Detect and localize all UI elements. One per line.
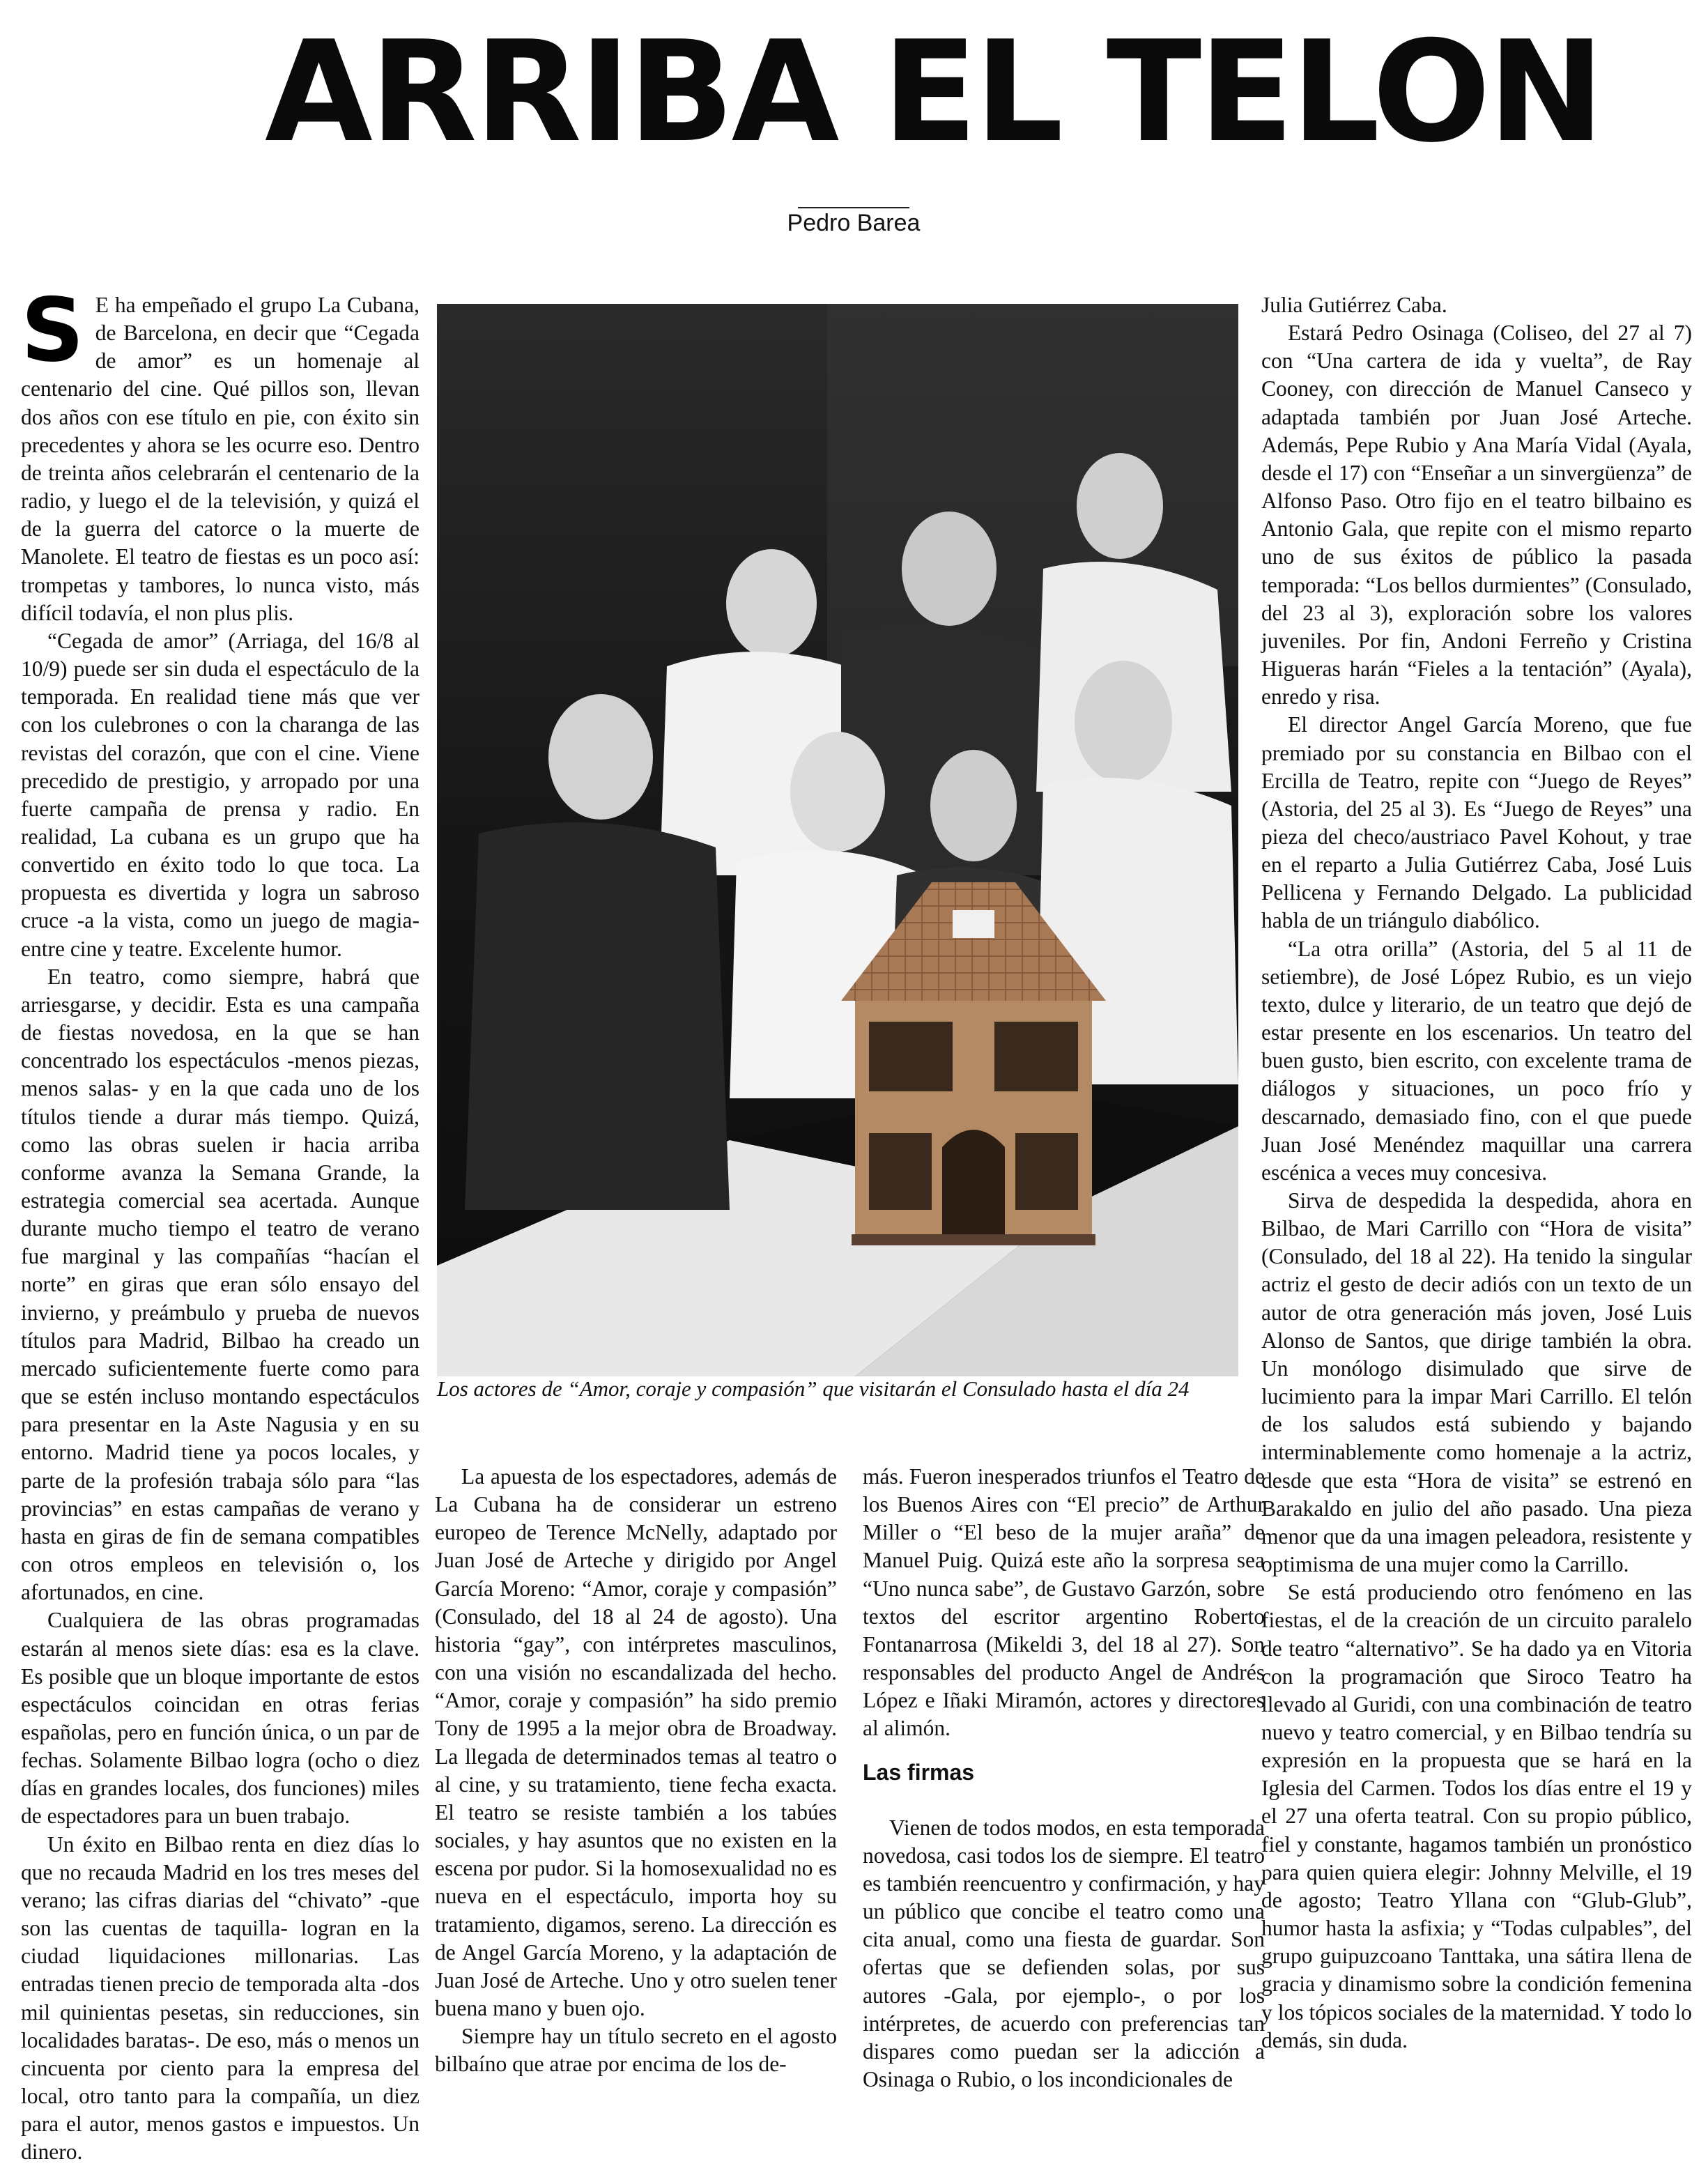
photo-caption: Los actores de “Amor, coraje y compasión” que visitarán el Consulado hasta el día 24 [437, 1376, 1190, 1401]
headline: ARRIBA EL TELON [265, 11, 1602, 174]
paragraph: La apuesta de los espectadores, además de La Cubana ha de considerar un estreno europeo de Terence McNelly, adaptado por Juan José de Arteche y dirigido por Angel García Moreno: “Amor, coraje y compasión” (Consulado, del 18 al 24 de agosto). Una historia “gay”, con intérpretes masculinos, con una visión no escandalizada del hecho. “Amor, coraje y compasión” ha sido premio Tony de 1995 a la mejor obra de Broadway. La llegada de determinados temas al teatro o al cine, y su tratamiento, tiene fecha exacta. El teatro se resiste también a los tabúes sociales, y hay asuntos que no existen en la escena por pudor. Si la homosexualidad no es nueva en el espectáculo, importa hoy su tratamiento, digamos, sereno. La dirección es de Angel García Moreno, y la adaptación de Juan José de Arteche. Uno y otro suelen tener buena mano y buen ojo. [435, 1464, 837, 2020]
paragraph: Vienen de todos modos, en esta temporada novedosa, casi todos los de siempre. El teatro es también reencuentro y confirmación, y hay un público que concibe el teatro como una cita anual, como una fiesta de guardar. Son ofertas que se defienden solas, por sus autores -Gala, por ejemplo-, o por los intérpretes, de acuerdo con preferencias tan dispares como puedan ser la adicción a Osinaga o Rubio, o los incondicionales de [863, 1815, 1265, 2091]
column-2 [435, 1463, 837, 2078]
paragraph: E ha empeñado el grupo La Cubana, de Barcelona, en decir que “Cegada de amor” es un homenaje al centenario del cine. Qué pillos son, llevan dos años con ese título en pie, con éxito sin precedentes y ahora se les ocurre eso. Dentro de treinta años celebrarán el centenario de la radio, y luego el de la televisión, y quizá el de la guerra del catorce o la muerte de Manolete. El teatro de fiestas es un poco así: trompetas y tambores, lo nunca visto, más difícil todavía, el non plus plis. [21, 293, 420, 625]
drop-cap: S [21, 279, 84, 381]
cast-photo [437, 304, 1238, 1376]
paragraph: Julia Gutiérrez Caba. [1261, 293, 1447, 317]
column-1 [21, 279, 420, 2166]
paragraph: Siempre hay un título secreto en el agosto bilbaíno que atrae por encima de los de- [435, 2024, 837, 2077]
paragraph: “Cegada de amor” (Arriaga, del 16/8 al 10/9) puede ser sin duda el espectáculo de la temporada. En realidad tiene más que ver con los culebrones o con la charanga de las revistas del corazón, que con el cine. Viene precedido de prestigio, y arropado por una fuerte campaña de prensa y radio. En realidad, La cubana es un grupo que ha convertido en éxito todo lo que toca. La propuesta es divertida y logra un sabroso cruce -a la vista, como un juego de magia- entre cine y teatre. Excelente humor. [21, 628, 420, 961]
paragraph: Un éxito en Bilbao renta en diez días lo que no recauda Madrid en los tres meses del verano; las cifras diarias del “chivato” -que son las cuentas de taquilla- logran en la ciudad liquidaciones millonarias. Las entradas tienen precio de temporada alta -dos mil quinientas pesetas, sin reducciones, sin localidades baratas-. De eso, más o menos un cincuenta por ciento para la empresa del local, otro tanto para la compañía, un diez para el autor, menos gastos e impuestos. Un dinero. [21, 1831, 420, 2165]
cast-photo-image [437, 304, 1238, 1376]
paragraph: Estará Pedro Osinaga (Coliseo, del 27 al 7) con “Una cartera de ida y vuelta”, de Ray Cooney, con dirección de Manuel Canseco y adaptada también por Juan José Arteche. Además, Pepe Rubio y Ana María Vidal (Ayala, desde el 17) con “Enseñar a un sinvergüenza” de Alfonso Paso. Otro fijo en el teatro bilbaino es Antonio Gala, que repite con el mismo reparto uno de sus éxitos de público la pasada temporada: “Los bellos durmientes” (Consulado, del 23 al 3), exploración sobre los valores juveniles. Por fin, Andoni Ferreño y Cristina Higueras harán “Fieles a la tentación” (Ayala), enredo y risa. [1261, 321, 1692, 709]
paragraph: En teatro, como siempre, habrá que arriesgarse, y decidir. Esta es una campaña de fiestas novedosa, en la que se han concentrado los espectáculos -menos piezas, menos salas- y en la que cada uno de los títulos tiende a durar más tiempo. Quizá, como las obras suelen ir hacia arriba conforme avanza la Semana Grande, la estrategia comercial sea acertada. Aunque durante mucho tiempo el teatro de verano fue marginal y las compañías “hacían el norte” en giras que eran sólo ensayo del invierno, y preámbulo y prueba de nuevos títulos para Madrid, Bilbao ha creado un mercado suficientemente fuerte como para que se estén incluso montando espectáculos para presentar en la Aste Nagusia y en su entorno. Madrid tiene ya pocos locales, y parte de la profesión trabaja sólo para “las provincias” en estas campañas de verano y hasta en giras de fin de semana compatibles con otros empleos en televisión o, los afortunados, en cine. [21, 964, 420, 1605]
paragraph: Se está produciendo otro fenómeno en las fiestas, el de la creación de un circuito paralelo de teatro “alternativo”. Se ha dado ya en Vitoria con la programación que Siroco Teatro ha llevado al Guridi, con una combinación de teatro nuevo y teatro comercial, y en Bilbao tendría su expresión en la propuesta que se hará en la Iglesia del Carmen. Todos los días entre el 19 y el 27 una oferta teatral. Con su propio público, fiel y constante, hagamos también un pronóstico para quien quiera elegir: Johnny Melville, el 19 de agosto; Teatro Yllana con “Glub-Glub”, humor hasta la asfixia; y “Todas culpables”, del grupo guipuzcoano Tanttaka, una sátira llena de gracia y dinamismo sobre la condición femenina y los tópicos sociales de la maternidad. Y todo lo demás, sin duda. [1261, 1580, 1692, 2052]
column-4 [1261, 291, 1692, 2054]
byline: Pedro Barea [787, 210, 921, 236]
paragraph: Cualquiera de las obras programadas estarán al menos siete días: esa es la clave. Es posible que un bloque importante de estos espectáculos coincidan en otras ferias españolas, pero en función única, o un par de fechas. Solamente Bilbao logra (ocho o diez días en grandes locales, dos funciones) miles de espectadores para un buen trabajo. [21, 1608, 420, 1829]
column-3 [863, 1463, 1265, 2094]
paragraph: Sirva de despedida la despedida, ahora en Bilbao, de Mari Carrillo con “Hora de visita” (Consulado, del 18 al 22). Ha tenido la singular actriz el gesto de decir adiós con un texto de un autor de otra generación más joven, José Luis Alonso de Santos, que dirige también la obra. Un monólogo disimulado que sirve de lucimiento para la impar Mari Carrillo. El telón de los saludos está subiendo y bajando interminablemente como homenaje a la actriz, desde que esta “Hora de visita” se estrenó en Barakaldo en julio del año pasado. Una pieza menor que da una imagen peleadora, resistente y optimisma de una mujer como la Carrillo. [1261, 1188, 1692, 1577]
paragraph: El director Angel García Moreno, que fue premiado por su constancia en Bilbao con el Ercilla de Teatro, repite con “Juego de Reyes” (Astoria, del 25 al 3). Es “Juego de Reyes” una pieza del checo/austriaco Pavel Kohout, y trae en el reparto a Julia Gutiérrez Caba, José Luis Pellicena y Fernando Delgado. La publicidad habla de un triángulo diabólico. [1261, 712, 1692, 933]
byline-rule [798, 207, 909, 208]
paragraph: más. Fueron inesperados triunfos el Teatro de los Buenos Aires con “El precio” de Arthur Miller o “El beso de la mujer araña” de Manuel Puig. Quizá este año la sorpresa sea “Uno nunca sabe”, de Gustavo Garzón, sobre textos del escritor argentino Roberto Fontanarrosa (Mikeldi 3, del 18 al 27). Son responsables del producto Angel de Andrés López e Iñaki Miramón, actores y directores al alimón. [863, 1464, 1265, 1741]
paragraph: “La otra orilla” (Astoria, del 5 al 11 de setiembre), de José López Rubio, es un viejo texto, dulce y literario, de un teatro que dejó de estar presente en los escenarios. Un teatro del buen gusto, bien escrito, con excelente trama de diálogos y situaciones, un poco frío y descarnado, demasiado fino, con el que puede Juan José Menéndez maquillar una carrera escénica a veces muy concesiva. [1261, 936, 1692, 1185]
section-subhead: Las firmas [863, 1759, 975, 1785]
